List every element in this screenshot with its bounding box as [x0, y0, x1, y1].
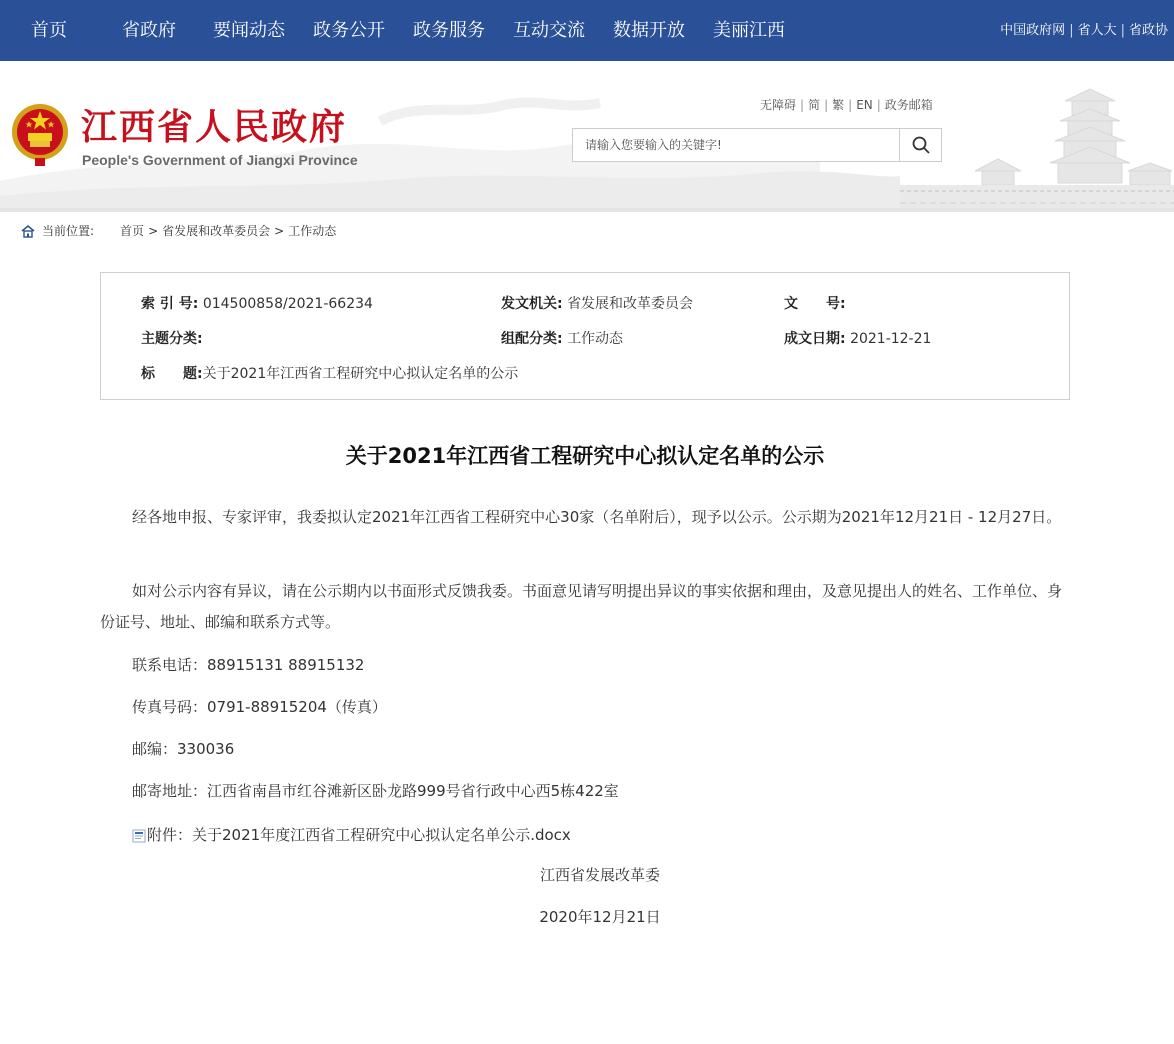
attachment	[132, 824, 571, 845]
breadcrumb-ndrc[interactable]: 省发展和改革委员会	[162, 224, 271, 238]
contact-address: 邮寄地址：江西省南昌市红谷滩新区卧龙路999号省行政中心西5栋422室	[132, 782, 619, 800]
search-box	[572, 128, 942, 162]
signer: 江西省发展改革委	[539, 866, 660, 884]
site-title-english: People's Government of Jiangxi Province	[82, 152, 358, 168]
sign-date: 2020年12月21日	[539, 908, 661, 926]
home-icon	[20, 224, 36, 238]
breadcrumb: 当前位置: 首页 > 省发展和改革委员会 > 工作动态	[20, 222, 336, 240]
info-topic-category: 主题分类:	[141, 331, 203, 347]
top-nav-bar	[0, 0, 1174, 61]
contact-postcode: 邮编：330036	[132, 740, 235, 758]
site-header	[0, 61, 1174, 211]
site-title-chinese: 江西省人民政府	[81, 106, 348, 148]
link-provincial-cppcc[interactable]: 省政协	[1128, 23, 1168, 38]
link-china-gov[interactable]: 中国政府网	[1000, 23, 1066, 38]
article-paragraph-1: 经各地申报、专家评审，我委拟认定2021年江西省工程研究中心30家（名单附后），现予以公示。公示期为2021年12月21日 - 12月27日。	[132, 508, 1062, 526]
info-issuing-agency: 发文机关: 省发展和改革委员会	[501, 296, 694, 312]
article-title: 关于2021年江西省工程研究中心拟认定名单的公示	[345, 444, 825, 468]
nav-item-open-data[interactable]: 数据开放	[613, 20, 685, 41]
breadcrumb-label: 当前位置:	[42, 224, 95, 238]
traditional-chinese-link[interactable]: 繁	[832, 98, 845, 112]
nav-item-home[interactable]: 首页	[31, 20, 67, 41]
simplified-chinese-link[interactable]: 简	[808, 98, 821, 112]
info-document-number: 文 号:	[784, 296, 846, 312]
word-document-icon	[132, 829, 146, 843]
header-tools: 无障碍 | 简 | 繁 | EN | 政务邮箱	[760, 98, 933, 112]
nav-item-province-gov[interactable]: 省政府	[122, 20, 176, 41]
info-group-category: 组配分类: 工作动态	[501, 331, 624, 347]
nav-item-beautiful-jiangxi[interactable]: 美丽江西	[713, 20, 785, 41]
info-title: 标 题:关于2021年江西省工程研究中心拟认定名单的公示	[141, 366, 519, 382]
english-link[interactable]: EN	[856, 98, 873, 112]
tengwang-pavilion-illustration	[900, 71, 1174, 211]
info-index-number: 索 引 号: 014500858/2021-66234	[141, 296, 373, 312]
gov-email-link[interactable]: 政务邮箱	[884, 98, 933, 112]
contact-fax: 传真号码：0791-88915204（传真）	[132, 698, 387, 716]
document-info-box	[100, 272, 1070, 400]
breadcrumb-home[interactable]: 首页	[120, 224, 145, 238]
top-external-links: 中国政府网 | 省人大 | 省政协	[1000, 23, 1168, 38]
link-provincial-congress[interactable]: 省人大	[1077, 23, 1117, 38]
attachment-label: 附件：	[147, 826, 193, 844]
breadcrumb-work-news[interactable]: 工作动态	[288, 224, 337, 238]
nav-item-gov-services[interactable]: 政务服务	[413, 20, 485, 41]
article-paragraph-2: 如对公示内容有异议，请在公示期内以书面形式反馈我委。书面意见请写明提出异议的事实依据和理由，及意见提出人的姓名、工作单位、身份证号、地址、邮编和联系方式等。	[100, 582, 1063, 631]
accessibility-link[interactable]: 无障碍	[760, 98, 797, 112]
contact-phone: 联系电话：88915131 88915132	[132, 656, 365, 674]
header-divider	[0, 208, 1174, 212]
info-date-written: 成文日期: 2021-12-21	[784, 331, 932, 347]
national-emblem-logo	[9, 102, 71, 168]
nav-item-gov-affairs-public[interactable]: 政务公开	[313, 20, 385, 41]
attachment-link[interactable]: 关于2021年度江西省工程研究中心拟认定名单公示.docx	[192, 826, 571, 844]
nav-item-interaction[interactable]: 互动交流	[513, 20, 585, 41]
search-input[interactable]	[573, 129, 899, 161]
nav-item-news[interactable]: 要闻动态	[213, 20, 285, 41]
